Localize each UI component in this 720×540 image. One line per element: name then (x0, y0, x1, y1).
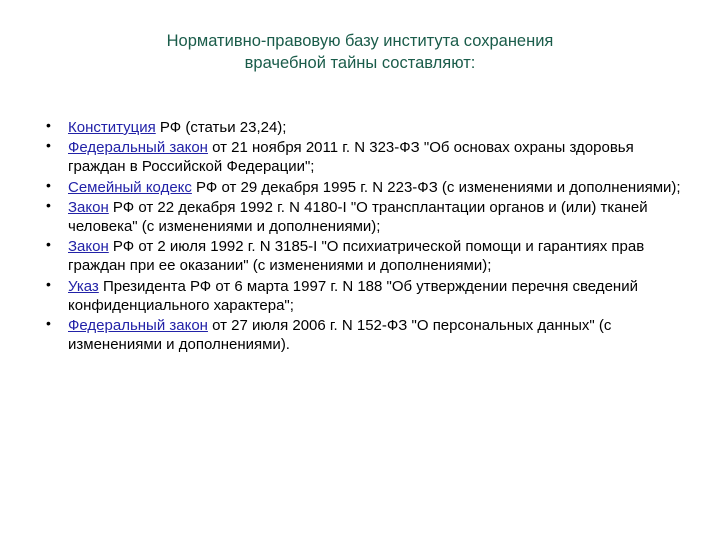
law-text: Президента РФ от 6 марта 1997 г. N 188 "Об утверждении перечня сведений конфиденциального характера"; (68, 277, 638, 314)
title-line-2: врачебной тайны составляют: (244, 54, 476, 73)
law-link[interactable]: Закон (68, 198, 109, 216)
law-link[interactable]: Указ (68, 277, 99, 295)
law-link[interactable]: Федеральный закон (68, 316, 208, 334)
law-text: от 27 июля 2006 г. N 152-ФЗ "О персональных данных" (с изменениями и дополнениями). (68, 316, 612, 354)
law-text: РФ от 22 декабря 1992 г. N 4180-I "О трансплантации органов и (или) тканей человека" (с изменениями и дополнениями); (68, 198, 648, 235)
law-text: РФ от 29 декабря 1995 г. N 223-ФЗ (с изменениями и дополнениями); (191, 178, 681, 196)
title-line-1: Нормативно-правовую базу института сохранения (166, 32, 554, 50)
slide-body (34, 118, 684, 355)
law-link[interactable]: Закон (68, 238, 109, 256)
law-link[interactable]: Конституция (68, 119, 156, 136)
list-item (34, 178, 684, 197)
law-text: РФ от 2 июля 1992 г. N 3185-I "О психиатрической помощи и гарантиях прав граждан при ее оказании" (с изменениями и дополнениями); (68, 238, 645, 275)
list-item (34, 277, 684, 315)
list-item (34, 316, 684, 354)
list-item (34, 237, 684, 275)
list-item (34, 138, 684, 176)
list-item (34, 118, 684, 137)
bullet-list (34, 118, 684, 354)
slide-title (60, 30, 660, 75)
list-item (34, 198, 684, 236)
law-text: РФ (статьи 23,24); (155, 119, 287, 136)
law-link[interactable]: Федеральный закон (68, 139, 208, 157)
law-link[interactable]: Семейный кодекс (68, 178, 192, 196)
law-text: от 21 ноября 2011 г. N 323-ФЗ "Об основах охраны здоровья граждан в Российской Федерации"; (68, 139, 634, 176)
